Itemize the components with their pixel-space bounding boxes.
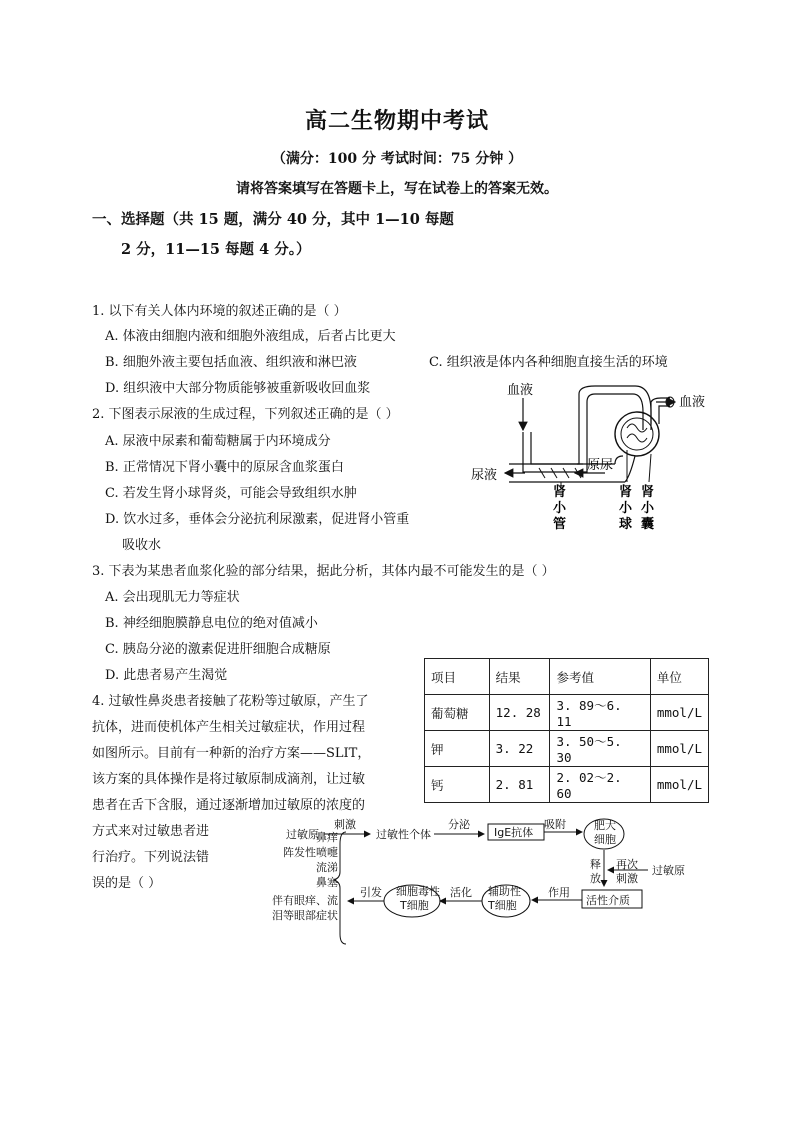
fig-th-1: 辅助性 bbox=[488, 885, 521, 898]
q3-option-d: D. 此患者易产生渴觉 bbox=[105, 668, 228, 683]
fig-trigger: 引发 bbox=[360, 886, 382, 899]
fig-release-1: 释 bbox=[590, 858, 601, 871]
lab-result-table bbox=[424, 658, 709, 803]
fig-ctl-1: 细胞毒性 bbox=[396, 885, 440, 898]
label-capsule-3: 囊 bbox=[641, 517, 655, 532]
table-row bbox=[425, 695, 709, 731]
q4-line-7: 行治疗。下列说法错 bbox=[92, 850, 210, 865]
fig-mast-2: 细胞 bbox=[594, 833, 616, 846]
label-glomerulus-3: 球 bbox=[619, 517, 633, 532]
fig-mediator: 活性介质 bbox=[586, 894, 630, 907]
fig-symptom-3: 流涕 bbox=[316, 861, 338, 874]
exam-title: 高二生物期中考试 bbox=[304, 108, 489, 134]
table-cell: 2. 81 bbox=[489, 767, 550, 803]
table-cell: 3. 50～5. 30 bbox=[550, 731, 650, 767]
fig-allergen: 过敏原 bbox=[286, 828, 319, 841]
fig-symptom-1: 鼻痒 bbox=[316, 831, 338, 844]
table-header-row bbox=[425, 659, 709, 695]
fig-stimulate: 刺激 bbox=[334, 818, 356, 831]
q3-stem: 3. 下表为某患者血浆化验的部分结果，据此分析，其体内最不可能发生的是（ ） bbox=[92, 564, 555, 579]
label-tubule-1: 肾 bbox=[553, 485, 567, 500]
table-cell: 钙 bbox=[425, 767, 490, 803]
q1-option-d: D. 组织液中大部分物质能够被重新吸收回血浆 bbox=[105, 381, 371, 396]
fig-th-2: T细胞 bbox=[488, 899, 517, 912]
fig-release-2: 放 bbox=[590, 872, 601, 885]
q2-option-d-line1: D. 饮水过多，垂体会分泌抗利尿激素，促进肾小管重 bbox=[105, 512, 410, 527]
table-cell: mmol/L bbox=[650, 731, 708, 767]
section-heading-line1: 一、选择题（共 15 题，满分 40 分，其中 1—10 每题 bbox=[92, 211, 454, 228]
q4-line-5: 患者在舌下含服，通过逐渐增加过敏原的浓度的 bbox=[92, 798, 366, 813]
section-heading-line2: 2 分，11—15 每题 4 分。） bbox=[121, 241, 311, 258]
table-header-cell: 项目 bbox=[425, 659, 490, 695]
fig-symptom-5: 伴有眼痒、流 bbox=[272, 894, 338, 907]
table-cell: mmol/L bbox=[650, 767, 708, 803]
q4-line-1: 4. 过敏性鼻炎患者接触了花粉等过敏原，产生了 bbox=[92, 694, 369, 709]
label-capsule-1: 肾 bbox=[641, 485, 655, 500]
table-row bbox=[425, 731, 709, 767]
q3-option-a: A. 会出现肌无力等症状 bbox=[105, 590, 240, 605]
fig-symptom-6: 泪等眼部症状 bbox=[272, 909, 338, 922]
fig-again-1: 再次 bbox=[616, 858, 638, 871]
fig-again-2: 刺激 bbox=[616, 872, 638, 885]
table-cell: 葡萄糖 bbox=[425, 695, 490, 731]
label-blood-out: 血液 bbox=[679, 395, 706, 410]
fig-secrete: 分泌 bbox=[448, 818, 470, 831]
fig-adsorb: 吸附 bbox=[544, 818, 566, 831]
q1-option-a: A. 体液由细胞内液和细胞外液组成，后者占比更大 bbox=[105, 329, 396, 344]
answer-notice: 请将答案填写在答题卡上，写在试卷上的答案无效。 bbox=[236, 181, 558, 197]
table-cell: 3. 22 bbox=[489, 731, 550, 767]
fig-allergen-2: 过敏原 bbox=[652, 864, 685, 877]
q2-stem: 2. 下图表示尿液的生成过程，下列叙述正确的是（ ） bbox=[92, 407, 399, 422]
nephron-diagram bbox=[465, 372, 720, 550]
label-tubule-2: 小 bbox=[553, 501, 567, 516]
q2-option-a: A. 尿液中尿素和葡萄糖属于内环境成分 bbox=[105, 434, 331, 449]
table-header-cell: 结果 bbox=[489, 659, 550, 695]
fig-mast-1: 肥大 bbox=[594, 819, 616, 832]
fig-symptom-2: 阵发性喷嚏 bbox=[283, 846, 338, 859]
q2-option-c: C. 若发生肾小球肾炎，可能会导致组织水肿 bbox=[105, 486, 357, 501]
fig-activate: 活化 bbox=[450, 886, 472, 899]
q1-option-b: B. 细胞外液主要包括血液、组织液和淋巴液 bbox=[105, 355, 357, 370]
q2-option-d-line2: 吸收水 bbox=[122, 538, 162, 553]
table-cell: mmol/L bbox=[650, 695, 708, 731]
fig-individual: 过敏性个体 bbox=[376, 828, 431, 841]
label-glomerulus-2: 小 bbox=[619, 501, 633, 516]
q4-line-6: 方式来对过敏患者进 bbox=[92, 824, 210, 839]
fig-ctl-2: T细胞 bbox=[400, 899, 429, 912]
fig-ige: IgE抗体 bbox=[494, 826, 534, 839]
label-capsule-2: 小 bbox=[641, 501, 655, 516]
label-primary-urine: 原尿 bbox=[587, 458, 614, 473]
table-cell: 2. 02～2. 60 bbox=[550, 767, 650, 803]
table-cell: 3. 89～6. 11 bbox=[550, 695, 650, 731]
fig-symptom-4: 鼻塞 bbox=[316, 876, 338, 889]
q4-line-8: 误的是（ ） bbox=[92, 876, 162, 891]
score-time: （满分：100 分 考试时间：75 分钟 ） bbox=[271, 151, 523, 167]
q4-line-2: 抗体，进而使机体产生相关过敏症状，作用过程 bbox=[92, 720, 366, 735]
allergy-flow-diagram bbox=[248, 814, 703, 954]
table-header-cell: 单位 bbox=[650, 659, 708, 695]
table-cell: 12. 28 bbox=[489, 695, 550, 731]
q1-option-c: C. 组织液是体内各种细胞直接生活的环境 bbox=[429, 355, 668, 370]
fig-act: 作用 bbox=[548, 886, 570, 899]
table-row bbox=[425, 767, 709, 803]
label-tubule-3: 管 bbox=[553, 517, 567, 532]
label-urine: 尿液 bbox=[471, 468, 498, 483]
table-header-cell: 参考值 bbox=[550, 659, 650, 695]
q3-option-c: C. 胰岛分泌的激素促进肝细胞合成糖原 bbox=[105, 642, 331, 657]
q4-line-4: 该方案的具体操作是将过敏原制成滴剂，让过敏 bbox=[92, 772, 366, 787]
label-glomerulus-1: 肾 bbox=[619, 485, 633, 500]
table-cell: 钾 bbox=[425, 731, 490, 767]
q4-line-3: 如图所示。目前有一种新的治疗方案——SLIT， bbox=[92, 746, 371, 761]
q3-option-b: B. 神经细胞膜静息电位的绝对值减小 bbox=[105, 616, 318, 631]
q2-option-b: B. 正常情况下肾小囊中的原尿含血浆蛋白 bbox=[105, 460, 344, 475]
label-blood-in: 血液 bbox=[507, 383, 534, 398]
q1-stem: 1. 以下有关人体内环境的叙述正确的是（ ） bbox=[92, 304, 347, 319]
